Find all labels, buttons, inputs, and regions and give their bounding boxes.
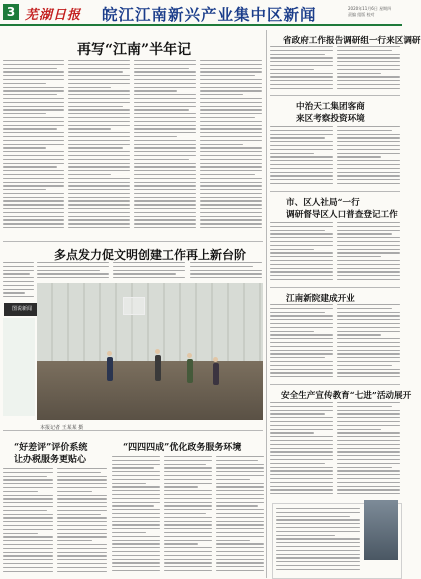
paper-logo: 芜湖日报 <box>25 8 82 23</box>
side4-headline: 江南新院建成开业 <box>286 294 355 304</box>
side2-headline-line1: 中治天工集团客商 <box>296 102 365 112</box>
side2-article-col2 <box>337 126 400 188</box>
side-divider-3 <box>270 287 400 288</box>
side3-article-col2 <box>337 222 400 284</box>
side1-article-col2 <box>337 46 400 92</box>
page-number: 3 <box>3 4 19 20</box>
side5-headline: 安全生产宣传教育“七进”活动展开 <box>281 391 412 401</box>
side2-headline-line2: 来区考察投资环境 <box>296 114 365 124</box>
editor-line: 责编 组版 校对 <box>348 12 375 17</box>
bottom1-article-col2 <box>57 468 107 578</box>
news-photo <box>37 283 263 420</box>
side4-article-col1 <box>270 304 333 380</box>
mid-article-col4 <box>190 262 262 282</box>
side5-article-col1 <box>270 402 333 498</box>
mid-article-col1 <box>3 262 34 302</box>
side2-article-col1 <box>270 126 333 188</box>
bottom1-headline-line2: 让办税服务更贴心 <box>14 455 87 465</box>
main-headline: 再写“江南”半年记 <box>77 42 192 58</box>
side-divider-2 <box>270 191 400 192</box>
main-article-col3 <box>134 60 196 238</box>
author-portrait <box>364 500 398 560</box>
side-divider-1 <box>270 95 400 96</box>
side4-article-col2 <box>337 304 400 380</box>
photo-sidebar <box>3 318 35 416</box>
date-info <box>348 6 391 18</box>
page-title: 皖江江南新兴产业集中区新闻 <box>102 5 317 24</box>
side1-article-col1 <box>270 46 333 92</box>
main-article-col1 <box>3 60 64 238</box>
bottom2-headline: “四四四成”优化政务服务环境 <box>123 443 242 453</box>
bottom2-article-col2 <box>164 456 212 578</box>
photo-section-label: 图说新闻 <box>4 303 40 316</box>
side1-headline: 省政府工作报告调研组一行来区调研 <box>283 36 421 46</box>
photo-byline: 本报记者 王某某 摄 <box>40 425 84 431</box>
date-line: 2020年11月6日 星期四 <box>348 6 392 11</box>
side-divider-4 <box>270 384 400 385</box>
bottom1-article-col1 <box>3 468 53 578</box>
mid-headline: 多点发力促文明创建工作再上新台阶 <box>54 248 247 262</box>
mid-article-col3 <box>113 262 185 282</box>
bottom1-headline-line1: “好差评”评价系统 <box>14 443 88 453</box>
side3-article-col1 <box>270 222 333 284</box>
bottom-divider <box>3 430 263 431</box>
section-divider <box>3 241 263 242</box>
side5-article-col2 <box>337 402 400 498</box>
main-article-col2 <box>68 60 130 238</box>
column-divider <box>266 30 267 578</box>
masthead <box>0 0 402 26</box>
masthead-rule <box>0 24 402 26</box>
mid-article-col2 <box>37 262 109 282</box>
bottom2-article-col1 <box>112 456 160 578</box>
commentary-text <box>276 508 360 574</box>
main-article-col4 <box>200 60 262 238</box>
bottom2-article-col3 <box>216 456 264 578</box>
side3-headline-line1: 市、区人社局“一行 <box>286 198 360 208</box>
side3-headline-line2: 调研督导区人口普查登记工作 <box>286 210 398 220</box>
